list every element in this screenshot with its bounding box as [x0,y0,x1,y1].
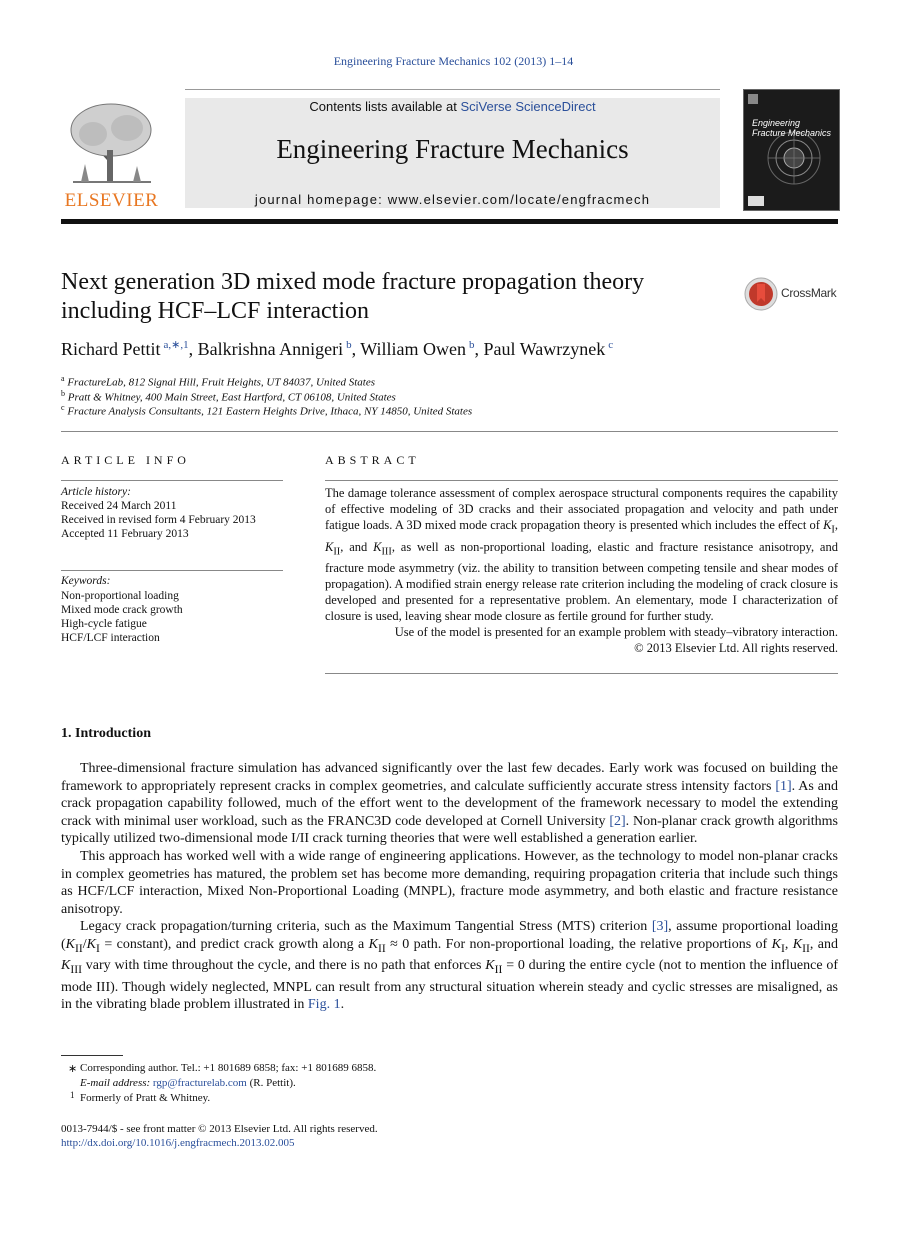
article-title: Next generation 3D mixed mode fracture propagation theory including HCF–LCF interaction [61,269,645,324]
text-run: (R. Pettit). [246,1077,296,1089]
author-name: Balkrishna Annigeri [197,339,344,359]
math-var: K [65,936,76,952]
math-var: K [368,936,378,952]
affiliation-text: Pratt & Whitney, 400 Main Street, East Hartford, CT 06108, United States [67,391,396,404]
math-var: K [823,518,832,532]
footnote-star-mark: ∗ [68,1063,78,1075]
history-received: Received 24 March 2011 [61,500,177,512]
reference-link[interactable]: [3] [651,919,669,935]
abstract-paragraph: Use of the model is presented for an example problem with steady–vibratory interaction. [394,625,838,639]
intro-heading: 1. Introduction [61,726,151,741]
footnote-formerly: Formerly of Pratt & Whitney. [80,1092,211,1104]
text-run: = 0 during the entire cycle (not to mention the influence of mode III). Though widely neglected, MNPL can result from any structural situation wherein steady and cyclic stresses are misaligned, as in the vibrating blade problem illustrated in [61,958,838,1013]
keyword: Non-proportional loading [61,590,179,602]
figure-link[interactable]: Fig. 1 [307,997,341,1013]
intro-paragraph [61,918,838,1014]
math-sub: I [831,524,835,536]
email-link[interactable]: rgp@fracturelab.com [152,1077,247,1089]
author-affiliation-mark[interactable]: b [469,339,475,351]
crossmark-icon [743,276,779,312]
affiliation-mark: a [61,374,65,383]
affiliation-a [61,374,375,389]
footnote-one-mark: 1 [70,1090,75,1100]
math-sub: II [75,941,83,955]
journal-citation[interactable]: Engineering Fracture Mechanics 102 (2013) 1–14 [333,54,574,68]
text-run: / [82,936,87,952]
math-sub: I [780,941,785,955]
sciencedirect-link[interactable]: SciVerse ScienceDirect [460,99,596,114]
math-sub: II [494,963,503,977]
crossmark-label: CrossMark [781,286,837,300]
abstract-heading: ABSTRACT [325,453,420,467]
journal-homepage[interactable]: journal homepage: www.elsevier.com/locate/engfracmech [254,192,651,207]
math-var: K [325,539,334,554]
text-run: vary with time throughout the cycle, and there is no path that enforces [82,958,486,974]
publisher-wordmark: ELSEVIER [64,190,159,211]
math-sub: I [96,941,100,955]
text-run: . [340,997,345,1013]
author-separator: , [474,339,484,359]
author-separator: , [351,339,361,359]
contents-line [185,99,720,114]
text-run: The damage tolerance assessment of complex aerospace structural components requires the capability of effective modeling of 3D cracks and their associated propagation and velocity and path under fatigue loads. A 3D mixed mode crack propagation theory is presented which includes the effect of [325,486,838,532]
text-run: = constant), and predict crack growth along a [99,936,369,952]
author-list [61,338,613,360]
math-sub: II [378,941,386,955]
footnote-corresponding: Corresponding author. Tel.: +1 801689 6858; fax: +1 801689 6858. [80,1062,377,1074]
affiliation-b [61,389,396,404]
intro-body [61,760,838,1014]
divider [325,480,838,481]
math-var: K [771,936,781,952]
text-run: , as well as non-proportional loading, elastic and fracture resistance anisotropy, and fracture mode asymmetry (viz. the ability to transition between competing tensile and shear modes of propagation). A modified strain energy release rate criterion including the modeling of crack closure is developed and presented for a representative problem. An elementary, mode I characterization of closure is used, leaving shear mode closure as fertile ground for further study. [325,539,838,623]
affiliation-text: Fracture Analysis Consultants, 121 Eastern Heights Drive, Ithaca, NY 14850, United States [67,405,473,418]
affiliation-text: FractureLab, 812 Signal Hill, Fruit Heights, UT 84037, United States [67,376,376,389]
doi-link[interactable]: http://dx.doi.org/10.1016/j.engfracmech.2013.02.005 [61,1137,295,1149]
email-label: E-mail address: [80,1077,153,1089]
header-bottom-rule [61,219,838,224]
math-sub: III [70,963,82,977]
keyword: Mixed mode crack growth [61,604,183,616]
text-run: ≈ 0 path. For non-proportional loading, the relative proportions of [385,936,772,952]
cover-graphic-icon [744,90,839,210]
history-accepted: Accepted 11 February 2013 [61,528,189,540]
math-var: K [485,958,495,974]
author-name: Richard Pettit [61,339,161,359]
abstract-paragraph [325,485,838,624]
divider [61,480,283,481]
text-run: , and [809,936,838,952]
abstract-copyright: © 2013 Elsevier Ltd. All rights reserved. [634,641,838,655]
math-var: K [373,539,382,554]
issn-line: 0013-7944/$ - see front matter © 2013 Elsevier Ltd. All rights reserved. [61,1123,378,1135]
text-run: , assume proportional loading ( [61,919,838,952]
journal-cover [743,89,840,211]
text-run: , [784,936,793,952]
author-name: Paul Wawrzynek [483,339,606,359]
cover-title: Engineering Fracture Mechanics [752,118,832,138]
text-run: , [834,518,838,532]
text-run: , and [340,539,374,554]
math-sub: II [333,546,341,557]
intro-paragraph [61,760,838,848]
author-affiliation-mark[interactable]: b [346,339,352,351]
divider [61,431,838,432]
history-revised: Received in revised form 4 February 2013 [61,514,256,526]
divider [325,673,838,674]
math-sub: II [802,941,810,955]
affiliation-mark: c [61,403,65,412]
math-var: K [86,936,97,952]
keyword: HCF/LCF interaction [61,632,160,644]
keywords-label: Keywords: [61,575,111,587]
author-separator: , [188,339,198,359]
author-name: William Owen [360,339,467,359]
math-var: K [792,936,803,952]
history-label: Article history: [61,486,131,498]
text-run: . Non-planar crack growth algorithms typically utilized two-dimensional mode I/II crack turning theories that were well established a generation earlier. [61,813,838,847]
intro-paragraph: This approach has worked well with a wide range of engineering applications. However, as the technology to model non-planar cracks in complex geometries has matured, the problem set has become more demanding, requiring propagation criteria that include such things as HCF/LCF interaction, Mixed Non-Proportional Loading (MNPL), fracture mode asymmetry, and both elastic and fracture resistance anisotropy. [61,848,838,917]
affiliation-mark: b [61,389,65,398]
article-info-heading: ARTICLE INFO [61,453,190,467]
crossmark-badge[interactable] [743,274,843,314]
journal-name: Engineering Fracture Mechanics [276,134,629,164]
divider [61,570,283,571]
reference-link[interactable]: [2] [609,813,626,829]
footnote-rule [61,1055,123,1056]
keyword: High-cycle fatigue [61,618,147,630]
author-affiliation-mark[interactable]: a,∗,1 [163,339,189,351]
text-run: Legacy crack propagation/turning criteria, such as the Maximum Tangential Stress (MTS) criterion [80,919,652,935]
author-affiliation-mark[interactable]: c [608,339,614,351]
math-var: K [61,958,71,974]
footnote-email [80,1077,296,1089]
text-run: . As and crack propagation capability followed, much of the effort went to the development of the framework necessary to model the extending crack with minimal user workload, such as the FRANC3D code developed at Cornell University [61,778,838,829]
abstract-text [325,485,838,656]
contents-prefix: Contents lists available at [309,99,461,114]
reference-link[interactable]: [1] [775,778,792,794]
affiliation-c [61,403,472,418]
math-sub: III [381,546,392,557]
header-top-rule [185,89,720,90]
text-run: Three-dimensional fracture simulation has advanced significantly over the last few decades. Early work was focused on building the framework to appropriately represent cracks in complex geometries, and calculate sufficiently accurate stress intensity factors [61,761,838,794]
